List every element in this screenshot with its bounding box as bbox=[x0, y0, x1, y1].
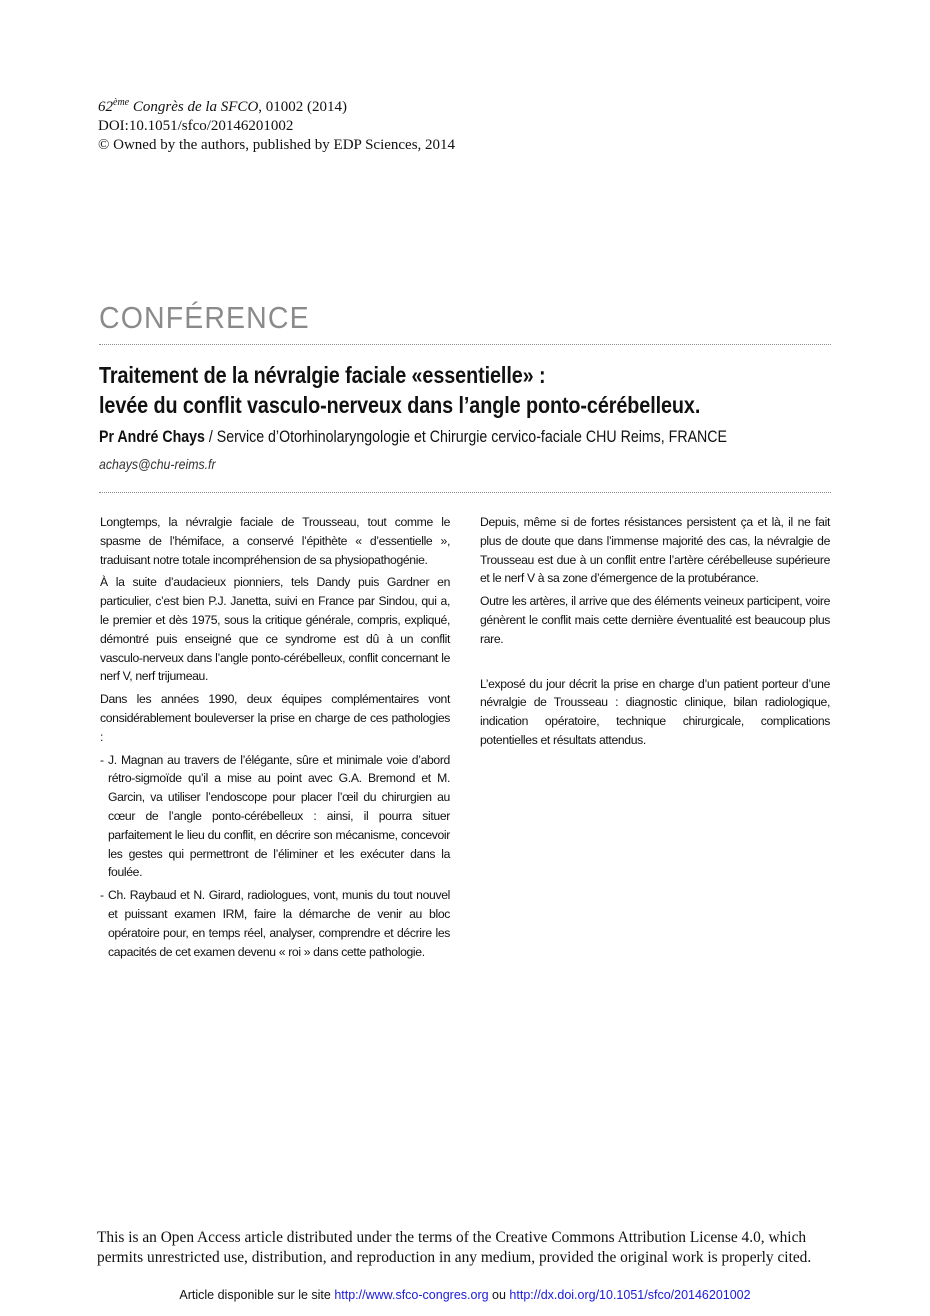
author-name: Pr André Chays bbox=[99, 428, 205, 446]
paragraph: À la suite d’audacieux pionniers, tels Dandy puis Gardner en particulier, c’est bien P.J. Janetta, suivi en France par Sindou, qui a, le premier et dès 1975, sous la critique générale, compris, expliqué, démontré puis enseigné que ce syndrome est dû à un conflit vasculo-nerveux dans l’angle ponto-cérébelleux, conflit concernant le nerf V, nerf trijumeau. bbox=[100, 575, 450, 684]
article-header bbox=[98, 98, 455, 155]
bullet-marker: - bbox=[100, 888, 104, 903]
paragraph: Dans les années 1990, deux équipes complémentaires vont considérablement bouleverser la prise en charge de ces pathologies : bbox=[100, 692, 450, 744]
conference-number: 62 bbox=[98, 99, 113, 115]
section-label: CONFÉRENCE bbox=[99, 300, 310, 335]
list-item-text: Ch. Raybaud et N. Girard, radiologues, vont, munis du tout nouvel et puissant examen IRM, faire la démarche de venir au bloc opératoire pour, en temps réel, analyser, comprendre et décrire les capacités de cet examen devenu « roi » dans cette pathologie. bbox=[108, 888, 450, 959]
copyright: © Owned by the authors, published by EDP Sciences, 2014 bbox=[98, 137, 456, 153]
paragraph: L’exposé du jour décrit la prise en charge d’un patient porteur d’une névralgie de Trousseau : diagnostic clinique, bilan radiologique, indication opératoire, technique chirurgicale, complications potentielles et résultats attendus. bbox=[480, 676, 830, 747]
sfco-website-link[interactable]: http://www.sfco-congres.org bbox=[334, 1288, 489, 1302]
body-right-column bbox=[480, 513, 830, 754]
paragraph: Outre les artères, il arrive que des éléments veineux participent, voire génèrent le conflit mais cette dernière éventualité est beaucoup plus rare. bbox=[480, 594, 830, 646]
section-divider bbox=[99, 344, 831, 345]
availability-footer bbox=[0, 1288, 930, 1302]
paragraph: Depuis, même si de fortes résistances persistent ça et là, il ne fait plus de doute que dans l’immense majorité des cas, la névralgie de Trousseau est due à un conflit entre l’artère cérébelleuse supérieure et le nerf V à sa zone d’émergence de la protubérance. bbox=[480, 515, 830, 586]
doi-link[interactable]: http://dx.doi.org/10.1051/sfco/20146201002 bbox=[509, 1288, 751, 1302]
conference-name: Congrès de la SFCO bbox=[129, 99, 259, 115]
conference-article-ref: , 01002 (2014) bbox=[258, 99, 348, 115]
author-affiliation: / Service d’Otorhinolaryngologie et Chirurgie cervico-faciale CHU Reims, FRANCE bbox=[204, 428, 728, 446]
author-line bbox=[99, 428, 727, 447]
paragraph: Longtemps, la névralgie faciale de Trousseau, tout comme le spasme de l’hémiface, a conservé l’épithète « d’essentielle », traduisant notre totale incompréhension de sa physiopathogénie. bbox=[100, 515, 450, 567]
footer-middle: ou bbox=[488, 1288, 510, 1302]
title-line-1: Traitement de la névralgie faciale «essentielle» : bbox=[99, 362, 546, 388]
conference-reference bbox=[98, 98, 455, 117]
list-item bbox=[100, 886, 450, 961]
body-left-column bbox=[100, 513, 450, 965]
license-notice: This is an Open Access article distributed under the terms of the Creative Commons Attribution License 4.0, which permits unrestricted use, distribution, and reproduction in any medium, provided the original work is properly cited. bbox=[97, 1229, 812, 1266]
list-item bbox=[100, 751, 450, 883]
bullet-list bbox=[100, 751, 450, 962]
title-line-2: levée du conflit vasculo-nerveux dans l’angle ponto-cérébelleux. bbox=[99, 392, 701, 418]
footer-prefix: Article disponible sur le site bbox=[179, 1288, 335, 1302]
conference-number-suffix: ème bbox=[113, 97, 130, 108]
bullet-marker: - bbox=[100, 752, 104, 767]
list-item-text: J. Magnan au travers de l’élégante, sûre et minimale voie d’abord rétro-sigmoïde qu’il a mise au point avec G.A. Bremond et M. Garcin, va utiliser l’endoscope pour placer l’œil du chirurgien au cœur de l’angle ponto-cérébelleux : ainsi, il pourra situer parfaitement le lieu du conflit, en décrire son mécanisme, concevoir les gestes qui permettront de l’éliminer et les exécuter dans la foulée. bbox=[108, 752, 450, 880]
doi: DOI:10.1051/sfco/20146201002 bbox=[98, 118, 294, 134]
author-email: achays@chu-reims.fr bbox=[99, 456, 216, 472]
header-divider bbox=[99, 492, 831, 493]
article-title bbox=[99, 360, 753, 420]
